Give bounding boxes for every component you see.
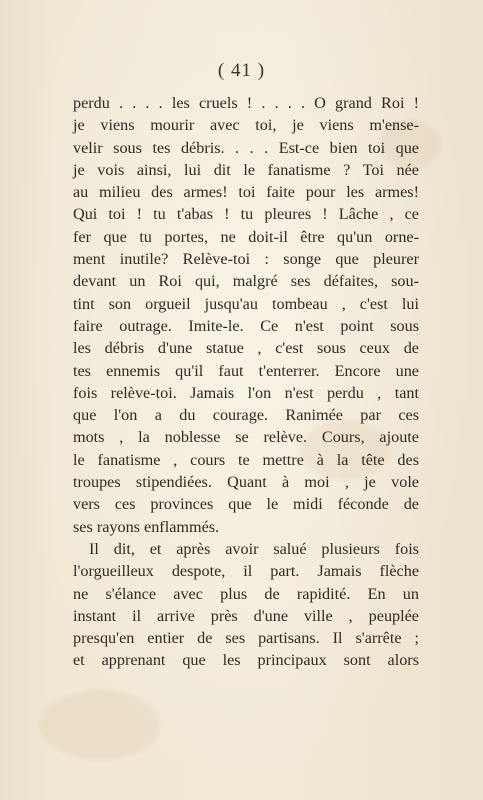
text-line: presqu'en entier de ses partisans. Il s'arrête ; xyxy=(73,629,419,648)
text-line: que l'on a du courage. Ranimée par ces xyxy=(73,406,419,425)
text-line: l'orgueilleux despote, il part. Jamais flèche xyxy=(73,562,419,581)
text-line: je viens mourir avec toi, je viens m'ense- xyxy=(73,116,419,135)
text-line: instant il arrive près d'une ville , peuplée xyxy=(73,606,419,625)
text-line: le fanatisme , cours te mettre à la tête des xyxy=(73,450,419,469)
text-line: perdu . . . . les cruels ! . . . . O grand Roi ! xyxy=(73,94,419,112)
text-line: ment inutile? Relève-toi : songe que pleurer xyxy=(73,250,419,269)
text-line: mots , la noblesse se relève. Cours, ajoute xyxy=(73,428,419,447)
text-line: fois relève-toi. Jamais l'on n'est perdu , tant xyxy=(73,383,419,402)
text-line: au milieu des armes! toi faite pour les armes! xyxy=(73,183,419,202)
text-line: je vois ainsi, lui dit le fanatisme ? Toi née xyxy=(73,160,419,179)
text-line: fer que tu portes, ne doit-il être qu'un orne- xyxy=(73,227,419,246)
text-line: vers ces provinces que le midi féconde de xyxy=(73,495,419,514)
text-line: velir sous tes débris. . . . Est-ce bien toi que xyxy=(73,138,419,157)
text-line: ne s'élance avec plus de rapidité. En un xyxy=(73,584,419,603)
text-line: devant un Roi qui, malgré ses défaites, sou- xyxy=(73,272,419,291)
paper-stain xyxy=(40,690,160,760)
text-line: Il dit, et après avoir salué plusieurs fois xyxy=(89,539,419,558)
text-line: Qui toi ! tu t'abas ! tu pleures ! Lâche , ce xyxy=(73,205,419,224)
text-line: tes ennemis qu'il faut t'enterrer. Encore une xyxy=(73,361,419,380)
page-number: ( 41 ) xyxy=(217,60,266,81)
text-line: faire outrage. Imite-le. Ce n'est point sous xyxy=(73,316,419,335)
text-line: tint son orgueil jusqu'au tombeau , c'est lui xyxy=(73,294,419,313)
text-line: ses rayons enflammés. xyxy=(73,517,220,536)
body-text xyxy=(73,92,419,672)
text-line: et apprenant que les principaux sont alors xyxy=(73,651,419,670)
text-line: les débris d'une statue , c'est sous ceux de xyxy=(73,339,419,358)
text-line: troupes stipendiées. Quant à moi , je vole xyxy=(73,473,419,492)
